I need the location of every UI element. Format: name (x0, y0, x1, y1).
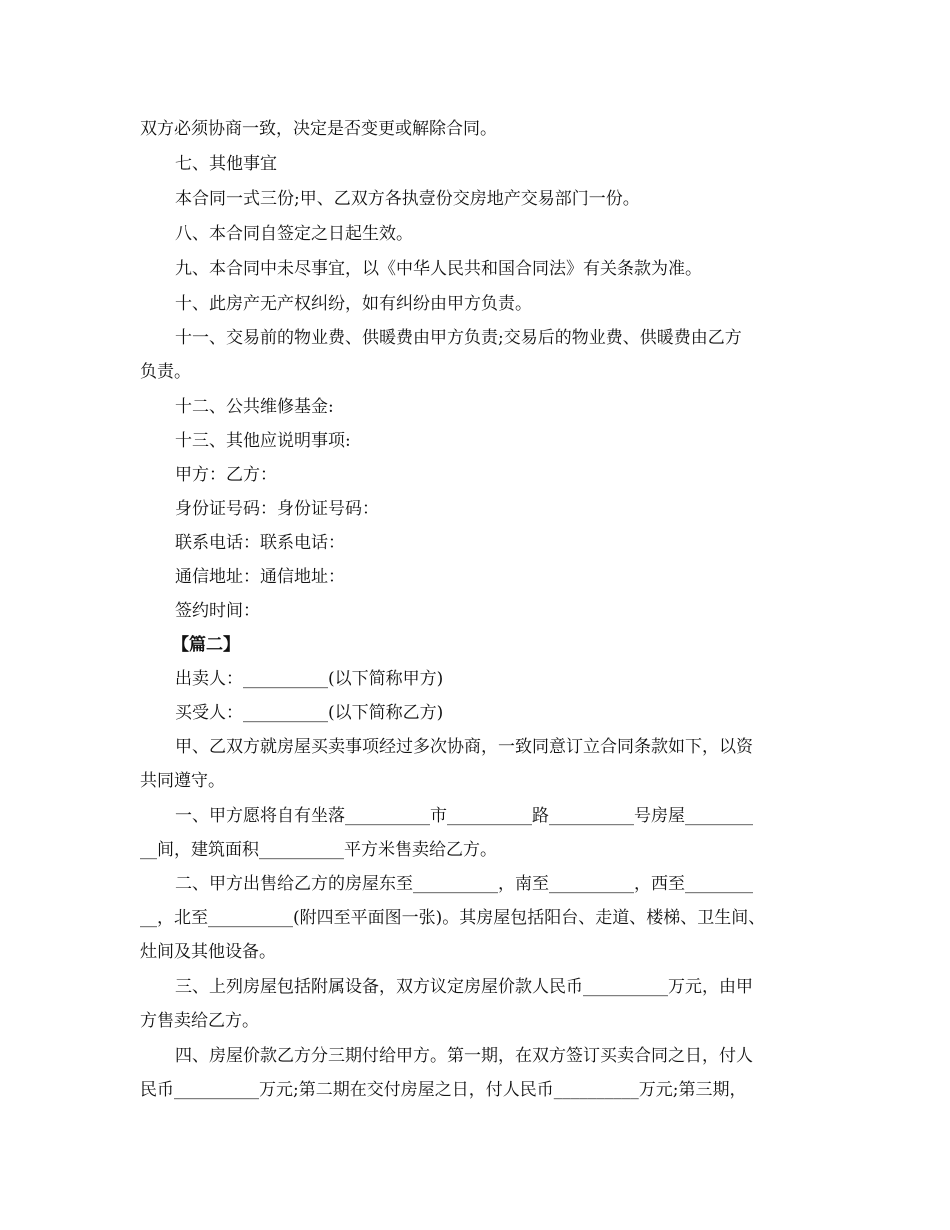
text-line: 共同遵守。 (140, 771, 225, 791)
clause-2: 二、甲方出售给乙方的房屋东至__________，南至__________，西至________ (175, 874, 753, 894)
text-line: 本合同一式三份;甲、乙双方各执壹份交房地产交易部门一份。 (175, 189, 640, 209)
section-heading: 七、其他事宜 (175, 154, 277, 174)
text-line: __，北至__________(附四至平面图一张)。其房屋包括阳台、走道、楼梯、卫生间、 (140, 908, 766, 928)
signature-field: 甲方：乙方： (175, 465, 277, 485)
text-line: 方售卖给乙方。 (140, 1011, 259, 1031)
text-line: 民币__________万元;第二期在交付房屋之日，付人民币__________万元;第三期， (140, 1080, 747, 1100)
text-line: 十一、交易前的物业费、供暖费由甲方负责;交易后的物业费、供暖费由乙方 (175, 328, 742, 348)
clause-4: 四、房屋价款乙方分三期付给甲方。第一期，在双方签订买卖合同之日，付人 (175, 1046, 753, 1066)
text-line: 负责。 (140, 362, 191, 382)
text-line: __间，建筑面积__________平方米售卖给乙方。 (140, 840, 497, 860)
text-line: 十、此房产无产权纠纷，如有纠纷由甲方负责。 (175, 294, 532, 314)
signature-field: 通信地址：通信地址： (175, 567, 345, 587)
text-line: 八、本合同自签定之日起生效。 (175, 224, 413, 244)
text-line: 灶间及其他设备。 (140, 942, 276, 962)
text-line: 九、本合同中未尽事宜，以《中华人民共和国合同法》有关条款为准。 (175, 259, 702, 279)
text-line: 甲、乙双方就房屋买卖事项经过多次协商，一致同意订立合同条款如下，以资 (175, 737, 753, 757)
text-line: 双方必须协商一致，决定是否变更或解除合同。 (140, 119, 497, 139)
text-line: 十二、公共维修基金: (175, 397, 334, 417)
party-seller: 出卖人：__________(以下简称甲方) (175, 669, 444, 689)
signature-field: 联系电话：联系电话： (175, 533, 345, 553)
clause-1: 一、甲方愿将自有坐落__________市__________路__________号房屋________ (175, 806, 753, 826)
signature-field: 签约时间： (175, 601, 260, 621)
text-line: 十三、其他应说明事项: (175, 431, 351, 451)
signature-field: 身份证号码：身份证号码： (175, 499, 379, 519)
part-heading: 【篇二】 (172, 635, 240, 655)
party-buyer: 买受人：__________(以下简称乙方) (175, 703, 444, 723)
clause-3: 三、上列房屋包括附属设备，双方议定房屋价款人民币__________万元，由甲 (175, 977, 753, 997)
